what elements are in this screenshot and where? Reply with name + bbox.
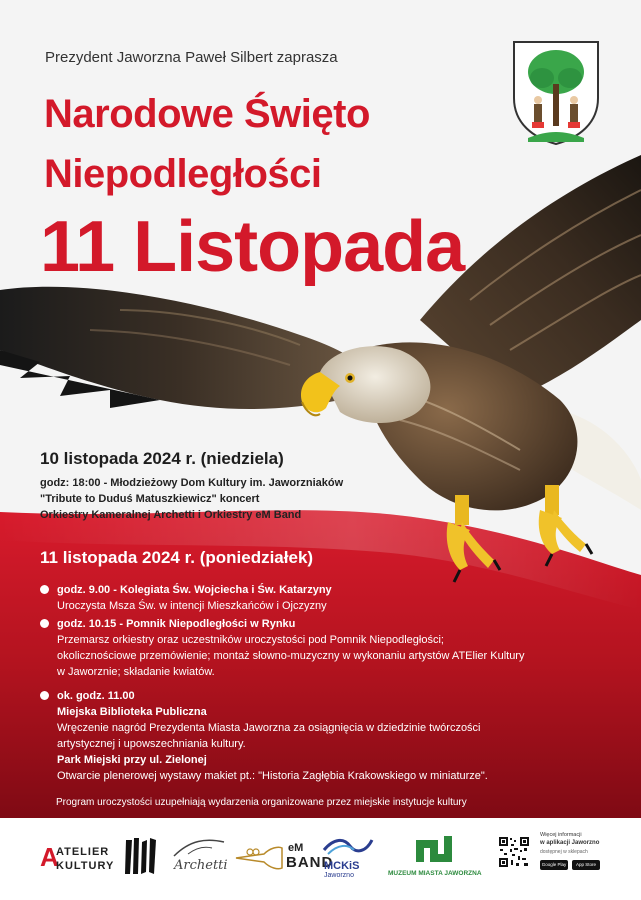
day2-heading: 11 listopada 2024 r. (poniedziałek) (40, 548, 314, 567)
title-line-1: Narodowe Święto (44, 92, 370, 136)
em-band-logo-band: BAND (286, 854, 334, 871)
mckis-wave-icon (320, 832, 376, 858)
event-line: Otwarcie plenerowej wystawy makiet pt.: "Historia Zagłębia Krakowskiego w miniaturze". (57, 770, 488, 782)
muzeum-logo-text: MUZEUM MIASTA JAWORZNA (388, 870, 482, 877)
day1-heading: 10 listopada 2024 r. (niedziela) (40, 449, 284, 468)
mckis-logo-text: MCKiS (324, 860, 360, 872)
day2-section (40, 548, 313, 568)
event-line: Przemarsz orkiestry oraz uczestników uroczystości pod Pomnik Niepodległości; (57, 634, 444, 646)
atelier-a-mark-icon: A (40, 842, 59, 872)
event-line: w Jaworznie; składanie kwiatów. (57, 666, 215, 678)
event-venue: Park Miejski przy ul. Zielonej (57, 754, 207, 766)
muzeum-logo (388, 832, 480, 882)
host-line: Prezydent Jaworzna Paweł Silbert zaprasza (45, 49, 338, 66)
jaworzno-crest-icon (508, 38, 604, 146)
qr-code-icon[interactable] (498, 836, 530, 868)
title-date: 11 Listopada (40, 207, 465, 287)
google-play-badge[interactable]: Google Play (540, 860, 568, 870)
app-info-line1: Więcej informacji (540, 832, 582, 838)
event-title: godz. 9.00 - Kolegiata Św. Wojciecha i Św. Katarzyny (57, 584, 332, 596)
muzeum-mark-icon (388, 832, 480, 866)
event-venue: Miejska Biblioteka Publiczna (57, 706, 207, 718)
event-line: okolicznościowe przemówienie; montaż słowno-muzyczny w wykonaniu artystów ATElier Kultury (57, 650, 525, 662)
event-title: godz. 10.15 - Pomnik Niepodległości w Rynku (57, 618, 296, 630)
app-store-badge[interactable]: App Store (572, 860, 600, 870)
mckis-logo-sub: Jaworzno (324, 872, 354, 879)
atelier-logo-top: ATELIER (56, 846, 110, 858)
day1-section (40, 449, 343, 523)
day1-line3: Orkiestry Kameralnej Archetti i Orkiestry eM Band (40, 509, 302, 521)
atelier-logo-bottom: KULTURY (56, 860, 115, 872)
bullet-icon (40, 619, 49, 628)
app-info-line2: w aplikacji Jaworzno (540, 840, 600, 846)
day1-line2: "Tribute to Duduś Matuszkiewicz" koncert (40, 493, 260, 505)
archetti-logo-text: Archetti (174, 858, 228, 873)
brush-bars-logo-icon (124, 836, 160, 876)
partner-logos-strip (0, 818, 641, 900)
footnote: Program uroczystości uzupełniają wydarzenia organizowane przez miejskie instytucje kultury (56, 797, 467, 808)
em-band-logo-em: eM (288, 842, 304, 854)
bullet-icon (40, 585, 49, 594)
day1-line1: godz: 18:00 - Młodzieżowy Dom Kultury im. Jaworzniaków (40, 477, 344, 489)
mckis-logo (320, 832, 376, 882)
atelier-kultury-logo (40, 840, 115, 880)
em-band-logo (234, 840, 334, 880)
trumpet-icon (234, 840, 284, 876)
event-line: Wręczenie nagród Prezydenta Miasta Jaworzna za osiągnięcia w dziedzinie twórczości (57, 722, 481, 734)
title-line-2: Niepodległości (44, 152, 322, 196)
violin-bow-icon (170, 836, 228, 860)
bullet-icon (40, 691, 49, 700)
app-info-block (538, 832, 608, 882)
eagle-illustration (0, 150, 641, 610)
event-line: artystycznej i upowszechniania kultury. (57, 738, 246, 750)
archetti-logo (170, 836, 228, 886)
app-info-line3: dostępnej w sklepach (540, 849, 588, 855)
event-title: ok. godz. 11.00 (57, 690, 135, 702)
event-line: Uroczysta Msza Św. w intencji Mieszkańców i Ojczyzny (57, 600, 327, 612)
